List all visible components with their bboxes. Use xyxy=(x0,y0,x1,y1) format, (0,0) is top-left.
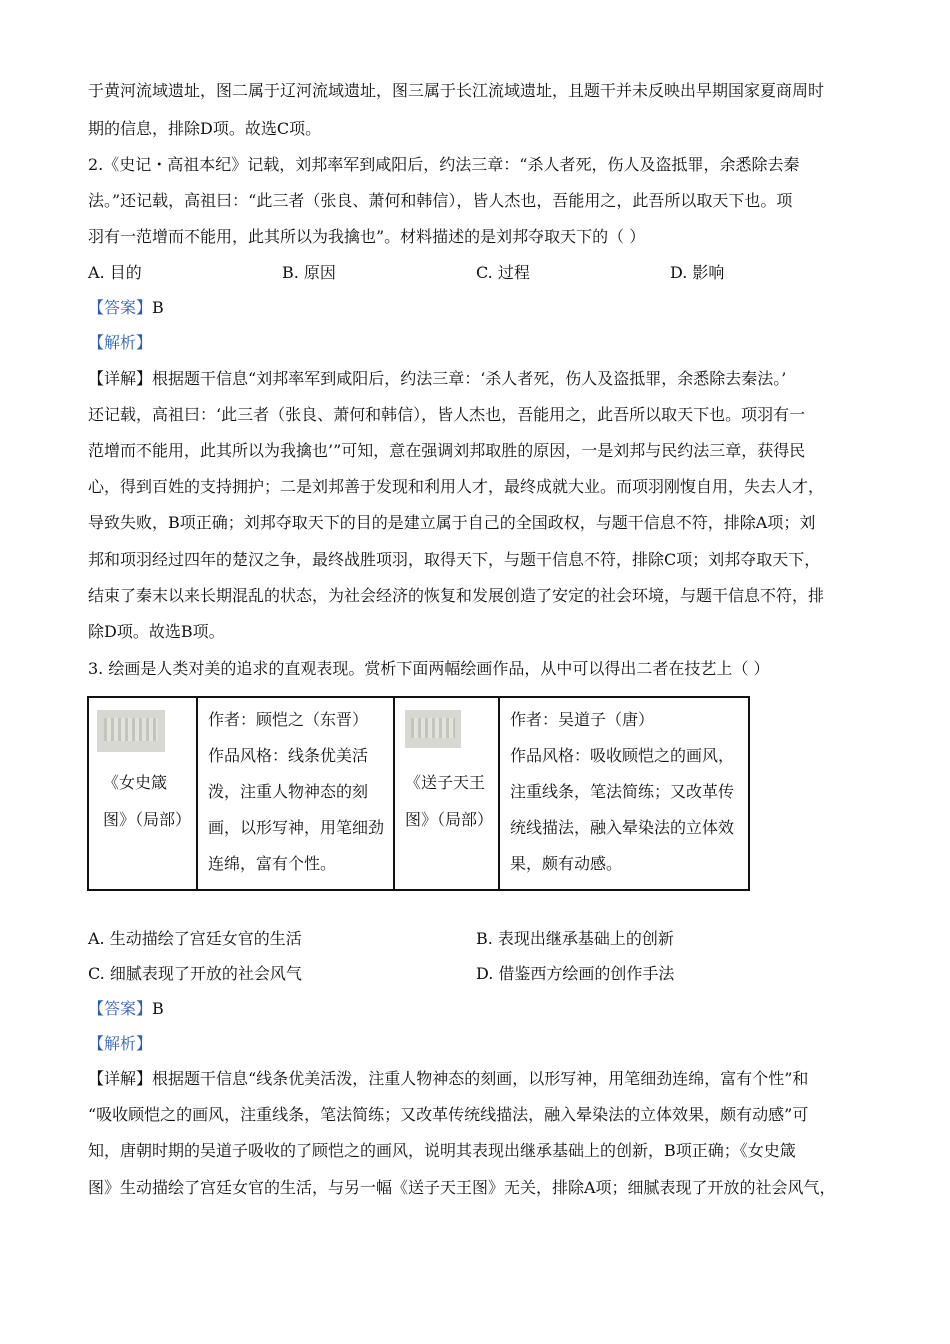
analysis-tag: 【解析】 xyxy=(88,1034,153,1053)
q2-stem-line: 2.《史记・高祖本纪》记载，刘邦率军到咸阳后，约法三章：“杀人者死，伤人及盗抵罪，余悉除去秦 xyxy=(88,155,800,174)
q3-analysis-tag xyxy=(88,1034,152,1054)
q3-stem: 3. 绘画是人类对美的追求的直观表现。赏析下面两幅绘画作品，从中可以得出二者在技艺上（ ） xyxy=(88,659,770,678)
intro-line: 期的信息，排除D项。故选C项。 xyxy=(88,119,322,138)
left-painting-cell xyxy=(88,697,197,890)
left-painting-info-cell xyxy=(197,697,394,890)
answer-value: B xyxy=(152,999,164,1018)
right-painting-info-cell xyxy=(499,697,749,890)
detail-tag: 【详解】 xyxy=(88,369,153,388)
q2-answer xyxy=(88,298,164,318)
q2-option-b: B. 原因 xyxy=(282,263,336,282)
detail-text: 根据题干信息“线条优美活泼，注重人物神态的刻画，以形写神，用笔细劲连绵，富有个性”和 xyxy=(152,1069,809,1088)
right-painting-cell xyxy=(394,697,499,890)
q2-option-a: A. 目的 xyxy=(88,263,142,282)
q2-detail-line: 导致失败，B项正确；刘邦夺取天下的目的是建立属于自己的全国政权，与题干信息不符，排除A项；刘 xyxy=(88,513,816,532)
intro-line: 于黄河流域遗址，图二属于辽河流域遗址，图三属于长江流域遗址，且题干并未反映出早期国家夏商周时 xyxy=(88,81,825,100)
right-author: 作者：吴道子（唐） xyxy=(510,710,655,729)
right-style: 作品风格：吸收顾恺之的画风，注重线条，笔法简练；又改革传统线描法，融入晕染法的立体效果，颇有动感。 xyxy=(510,746,735,873)
q3-detail-line: 图》生动描绘了宫廷女官的生活，与另一幅《送子天王图》无关，排除A项；细腻表现了开放的社会风气， xyxy=(88,1178,836,1197)
q3-answer xyxy=(88,999,164,1019)
q3-detail-line: “吸收顾恺之的画风，注重线条，笔法简练；又改革传统线描法，融入晕染法的立体效果，颇有动感”可 xyxy=(88,1105,809,1124)
right-painting-caption: 《送子天王图》（局部） xyxy=(405,773,494,829)
q2-option-d: D. 影响 xyxy=(670,263,725,282)
q3-option-a: A. 生动描绘了宫廷女官的生活 xyxy=(88,929,302,948)
q3-detail-line xyxy=(88,1069,808,1089)
q2-detail-line xyxy=(88,369,786,389)
q3-detail-line: 知，唐朝时期的吴道子吸收的了顾恺之的画风，说明其表现出继承基础上的创新，B项正确；《女史箴 xyxy=(88,1141,796,1160)
q2-stem-line: 法。”还记载，高祖曰：“此三者（张良、萧何和韩信），皆人杰也，吾能用之，此吾所以取天下也。项 xyxy=(88,191,793,210)
analysis-tag: 【解析】 xyxy=(88,333,153,352)
answer-tag: 【答案】 xyxy=(88,999,153,1018)
q2-analysis-tag xyxy=(88,333,152,353)
detail-text: 根据题干信息“刘邦率军到咸阳后，约法三章：‘杀人者死，伤人及盗抵罪，余悉除去秦法。’ xyxy=(152,369,787,388)
q2-detail-line: 邦和项羽经过四年的楚汉之争，最终战胜项羽，取得天下，与题干信息不符，排除C项；刘邦夺取天下， xyxy=(88,550,821,569)
q2-option-c: C. 过程 xyxy=(476,263,530,282)
answer-value: B xyxy=(152,298,164,317)
q2-detail-line: 心，得到百姓的支持拥护；二是刘邦善于发现和利用人才，最终成就大业。而项羽刚愎自用，失去人才， xyxy=(88,477,825,496)
q3-option-c: C. 细腻表现了开放的社会风气 xyxy=(88,964,302,983)
detail-tag: 【详解】 xyxy=(88,1069,153,1088)
left-painting-caption: 《女史箴图》（局部） xyxy=(103,773,192,829)
q2-detail-line: 结束了秦末以来长期混乱的状态，为社会经济的恢复和发展创造了安定的社会环境，与题干信息不符，排 xyxy=(88,586,825,605)
q3-option-b: B. 表现出继承基础上的创新 xyxy=(476,929,674,948)
q2-detail-line: 还记载，高祖曰：‘此三者（张良、萧何和韩信），皆人杰也，吾能用之，此吾所以取天下也。项羽有一 xyxy=(88,405,806,424)
painting-thumbnail-image xyxy=(97,710,165,752)
painting-thumbnail-image xyxy=(405,710,461,748)
answer-tag: 【答案】 xyxy=(88,298,153,317)
left-style: 作品风格：线条优美活泼，注重人物神态的刻画，以形写神，用笔细劲连绵，富有个性。 xyxy=(208,746,385,873)
q3-paintings-table xyxy=(87,696,750,891)
q2-detail-line: 除D项。故选B项。 xyxy=(88,622,225,641)
left-author: 作者：顾恺之（东晋） xyxy=(208,710,369,729)
q2-stem-line: 羽有一范增而不能用，此其所以为我擒也”。材料描述的是刘邦夺取天下的（ ） xyxy=(88,227,646,246)
q3-option-d: D. 借鉴西方绘画的创作手法 xyxy=(476,964,675,983)
q2-detail-line: 范增而不能用，此其所以为我擒也’”可知，意在强调刘邦取胜的原因，一是刘邦与民约法三章，获得民 xyxy=(88,441,806,460)
